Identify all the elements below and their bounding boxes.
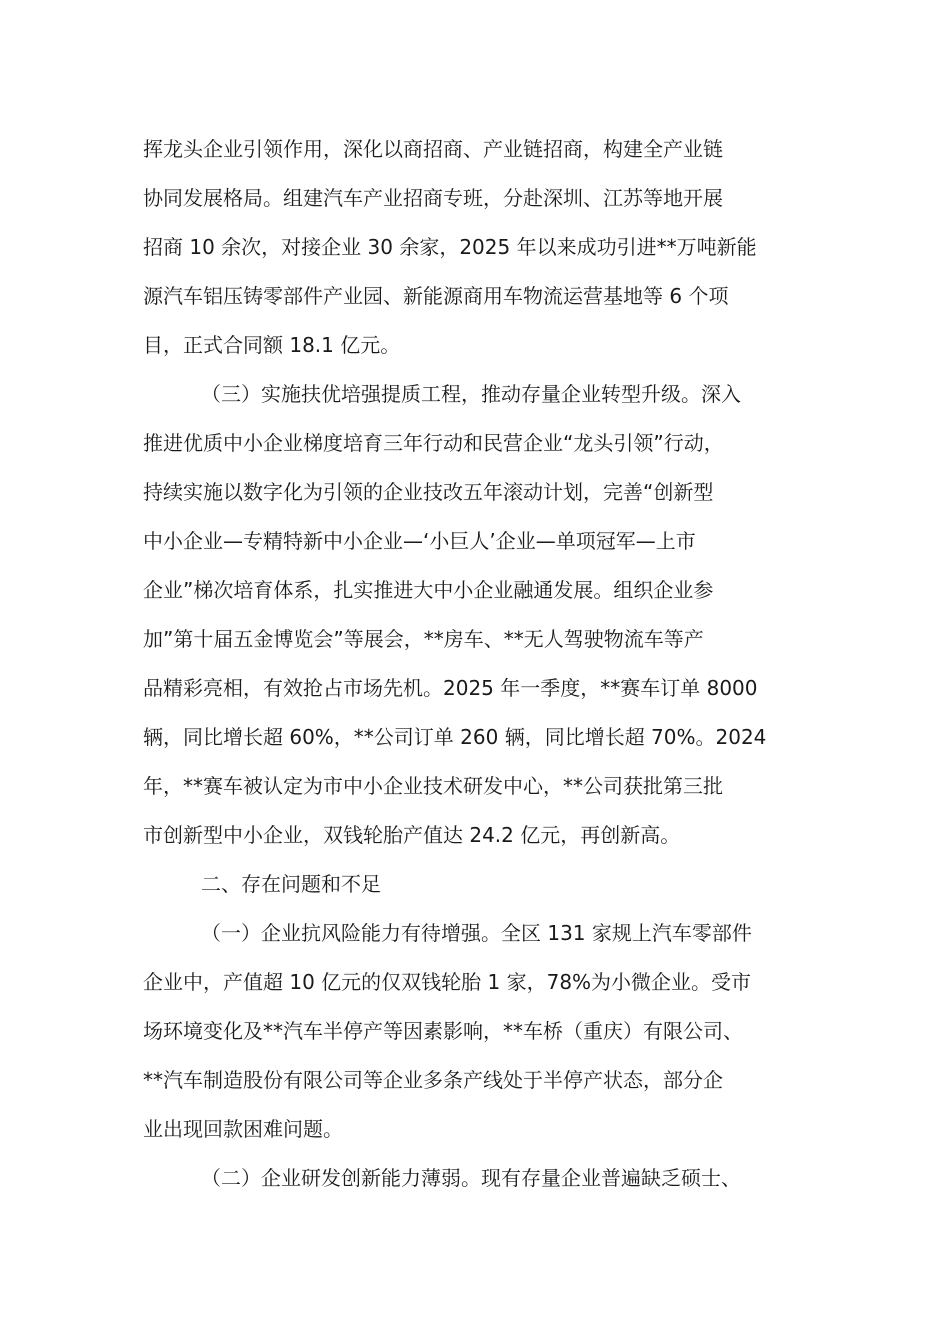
text-line: 加”第十届五金博览会”等展会，**房车、**无人驾驶物流车等产 bbox=[143, 627, 704, 651]
text-line: 市创新型中小企业，双钱轮胎产值达 24.2 亿元，再创新高。 bbox=[143, 823, 681, 847]
paragraph-investment bbox=[143, 125, 807, 370]
paragraph-risk bbox=[143, 909, 807, 1154]
text-line: 年，**赛车被认定为市中小企业技术研发中心，**公司获批第三批 bbox=[143, 774, 723, 798]
text-line: （二）企业研发创新能力薄弱。现有存量企业普遍缺乏硕士、 bbox=[201, 1166, 741, 1190]
text-line: 场环境变化及**汽车半停产等因素影响，**车桥（重庆）有限公司、 bbox=[143, 1019, 743, 1043]
text-line: **汽车制造股份有限公司等企业多条产线处于半停产状态，部分企 bbox=[143, 1068, 723, 1092]
document-body bbox=[143, 125, 807, 1203]
text-line: 源汽车铝压铸零部件产业园、新能源商用车物流运营基地等 6 个项 bbox=[143, 284, 729, 308]
text-line: （一）企业抗风险能力有待增强。全区 131 家规上汽车零部件 bbox=[201, 921, 752, 945]
paragraph-innovation bbox=[143, 1154, 807, 1203]
text-line: 招商 10 余次，对接企业 30 余家，2025 年以来成功引进**万吨新能 bbox=[143, 235, 757, 259]
text-line: 企业”梯次培育体系，扎实推进大中小企业融通发展。组织企业参 bbox=[143, 578, 714, 602]
text-line: 目，正式合同额 18.1 亿元。 bbox=[143, 333, 401, 357]
text-line: （三）实施扶优培强提质工程，推动存量企业转型升级。深入 bbox=[201, 382, 741, 406]
text-line: 中小企业—专精特新中小企业—‘小巨人’企业—单项冠军—上市 bbox=[143, 529, 696, 553]
text-line: 协同发展格局。组建汽车产业招商专班，分赴深圳、江苏等地开展 bbox=[143, 186, 723, 210]
text-line: 辆，同比增长超 60%，**公司订单 260 辆，同比增长超 70%。2024 bbox=[143, 725, 767, 749]
paragraph-section-three bbox=[143, 370, 807, 860]
section-heading-problems bbox=[143, 860, 807, 909]
text-line: 企业中，产值超 10 亿元的仅双钱轮胎 1 家，78%为小微企业。受市 bbox=[143, 970, 752, 994]
text-line: 推进优质中小企业梯度培育三年行动和民营企业“龙头引领”行动， bbox=[143, 431, 724, 455]
text-line: 挥龙头企业引领作用，深化以商招商、产业链招商，构建全产业链 bbox=[143, 137, 723, 161]
text-line: 持续实施以数字化为引领的企业技改五年滚动计划，完善“创新型 bbox=[143, 480, 714, 504]
heading-line: 二、存在问题和不足 bbox=[201, 872, 381, 896]
text-line: 品精彩亮相，有效抢占市场先机。2025 年一季度，**赛车订单 8000 bbox=[143, 676, 758, 700]
text-line: 业出现回款困难问题。 bbox=[143, 1117, 343, 1141]
